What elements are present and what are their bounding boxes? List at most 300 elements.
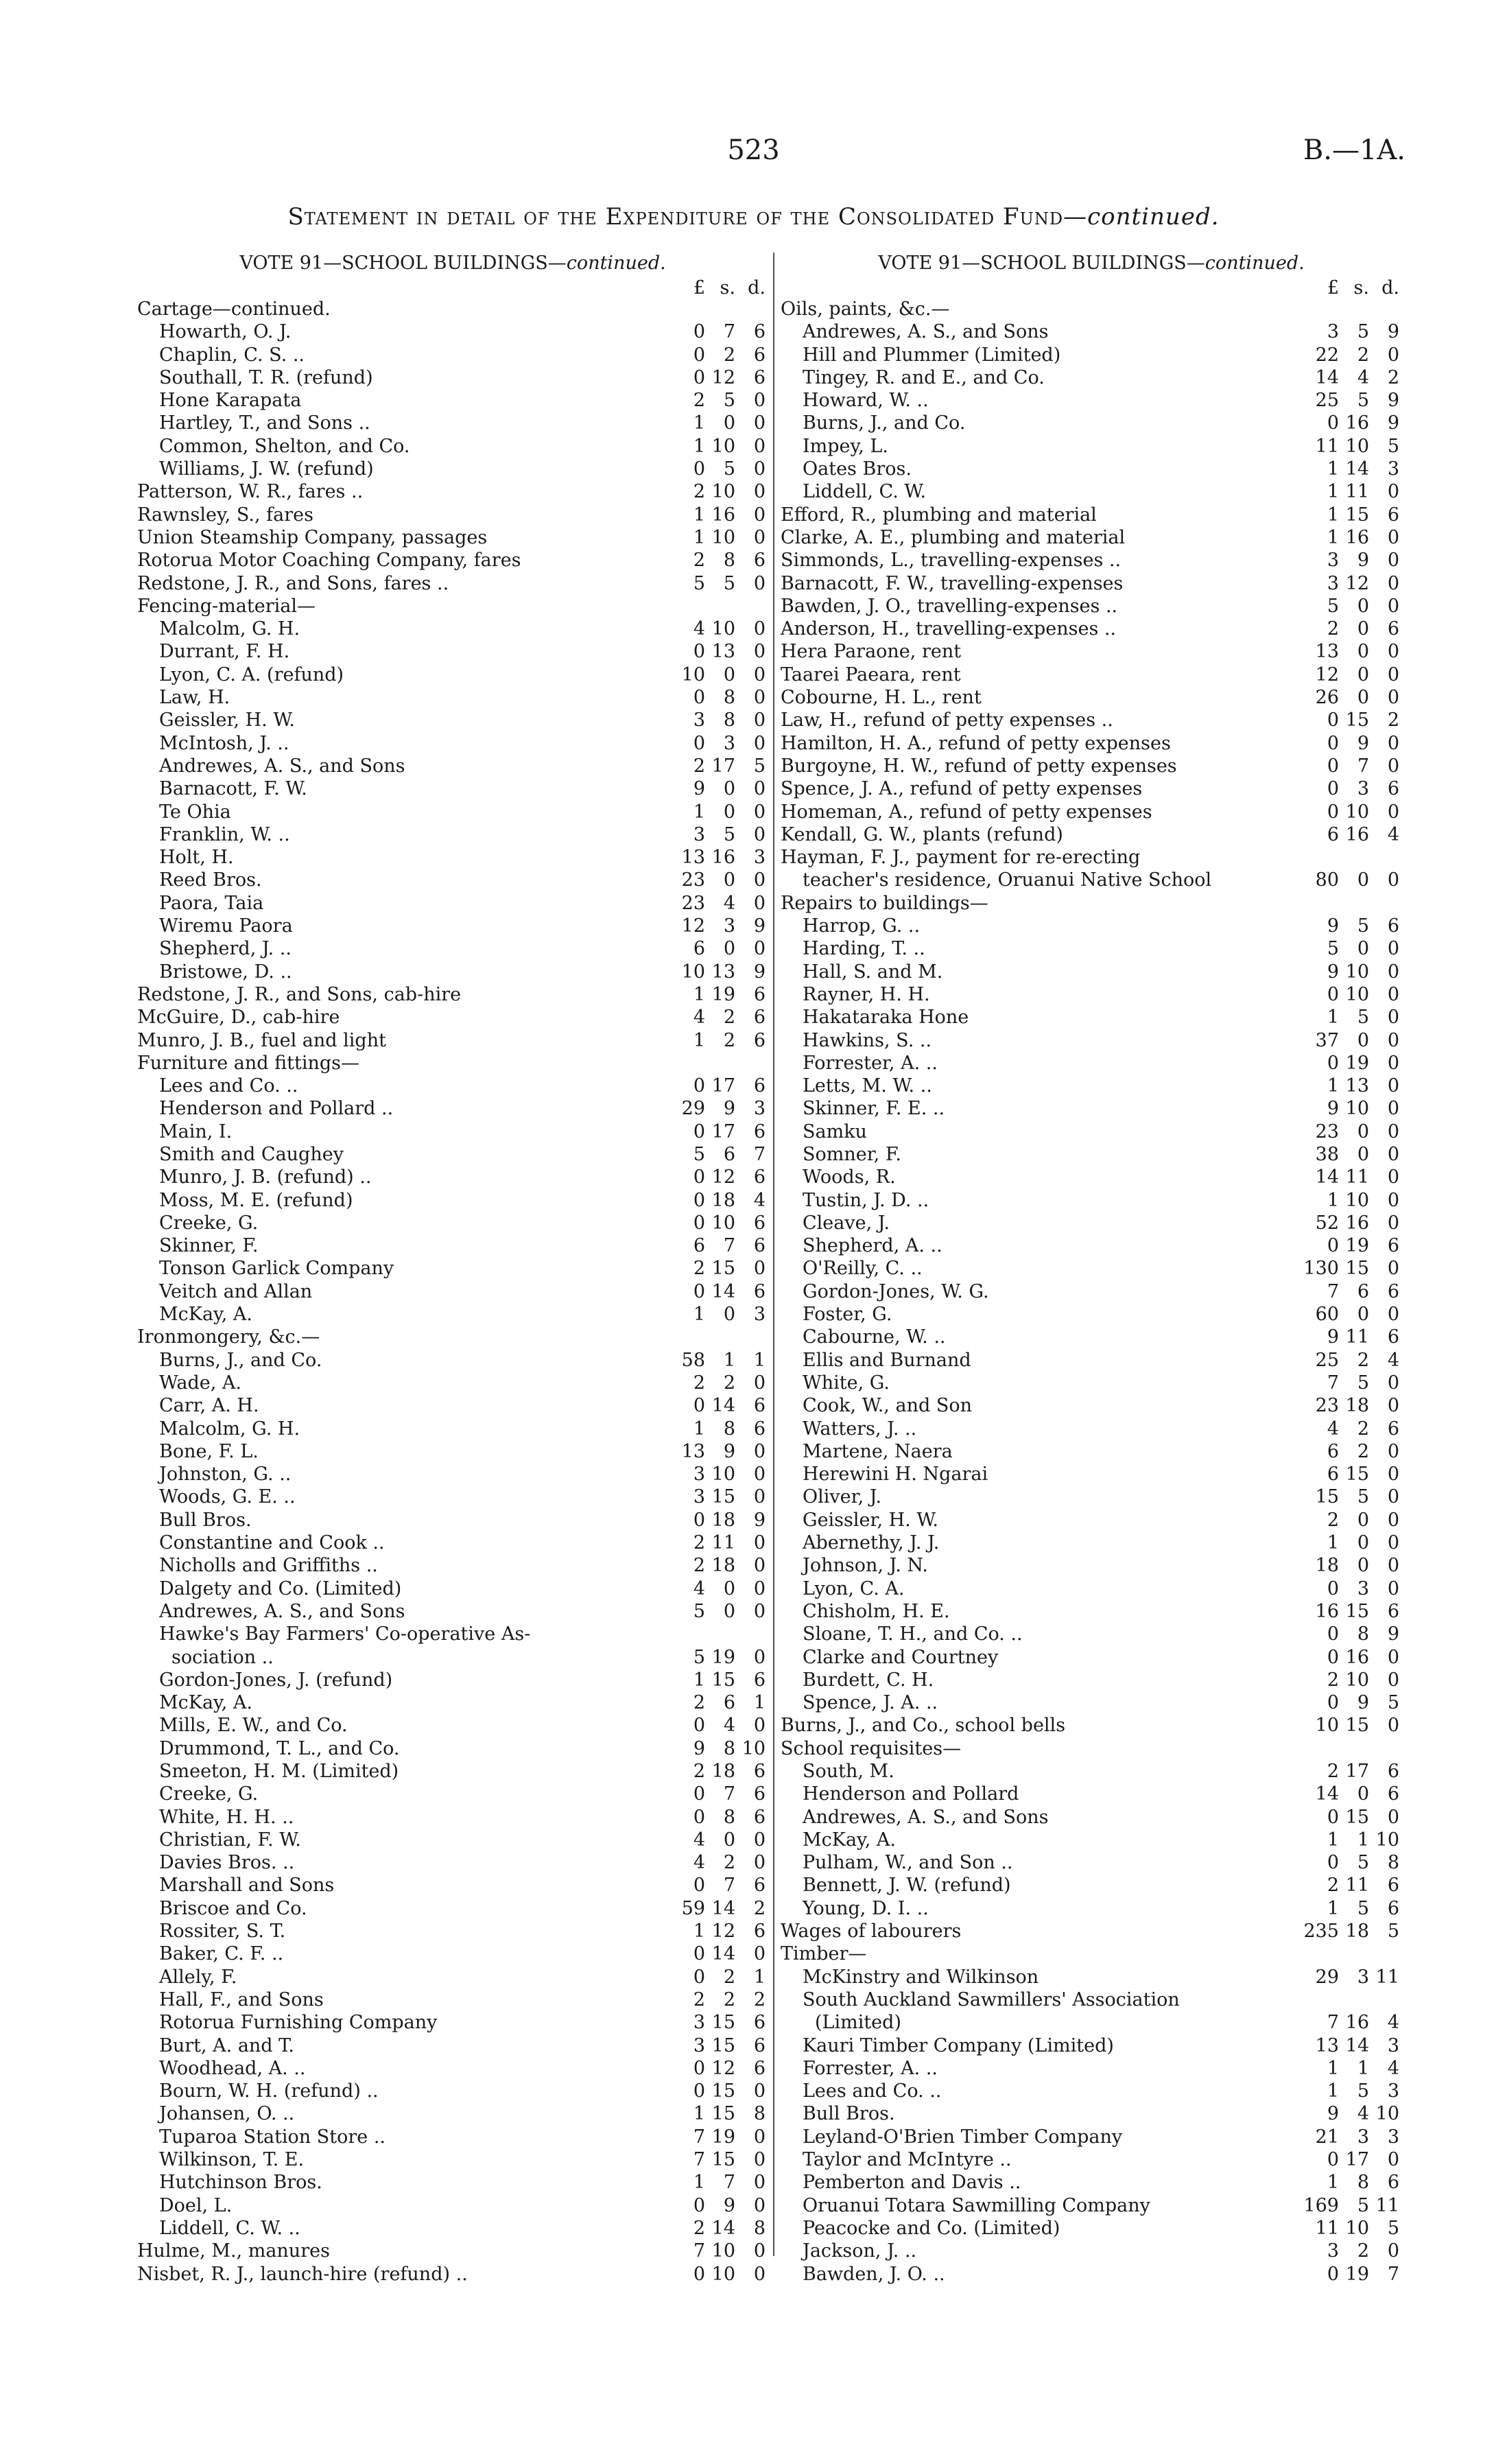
entry-pounds: 0 — [693, 1280, 705, 1302]
entry-pounds: 7 — [1327, 1280, 1339, 1302]
entry-pence: 0 — [753, 869, 766, 891]
entry-pence: 0 — [753, 1555, 766, 1577]
ledger-entry — [781, 458, 1402, 480]
entry-pounds: 1 — [693, 2103, 705, 2125]
entry-pence: 0 — [753, 390, 766, 412]
entry-shillings: 2 — [723, 1988, 735, 2010]
entry-pounds: 1 — [693, 1304, 705, 1326]
ledger-entry — [137, 1737, 768, 1760]
entry-shillings: 7 — [1357, 755, 1369, 777]
ledger-entry — [137, 1829, 768, 1851]
entry-name: Christian, F. W. — [159, 1829, 301, 1851]
entry-name: Wilkinson, T. E. — [159, 2149, 305, 2171]
entry-shillings: 18 — [711, 1509, 735, 1531]
entry-pence: 0 — [1387, 1075, 1399, 1097]
entry-name: Hera Paraone, rent — [781, 641, 962, 663]
entry-shillings: 10 — [1345, 801, 1369, 823]
ledger-entry — [781, 1234, 1402, 1257]
ledger-entry — [781, 572, 1402, 595]
entry-pounds: 3 — [1327, 550, 1339, 572]
entry-shillings: 10 — [1345, 1669, 1369, 1691]
ledger-entry — [781, 915, 1402, 937]
entry-pence: 4 — [1387, 823, 1399, 845]
entry-shillings: 19 — [711, 983, 735, 1005]
entry-pounds: 1 — [693, 1029, 705, 1051]
entry-pence: 0 — [1387, 1509, 1399, 1531]
entry-pence: 0 — [753, 2080, 766, 2102]
entry-pounds: 23 — [1315, 1120, 1339, 1142]
entry-pounds: 0 — [693, 2080, 705, 2102]
entry-shillings: 3 — [1357, 1577, 1369, 1599]
entry-name: Munro, J. B., fuel and light — [137, 1029, 386, 1051]
ledger-entry — [137, 1966, 768, 1988]
entry-pounds: 2 — [1327, 1509, 1339, 1531]
entry-pence: 0 — [1387, 481, 1399, 503]
entry-pence: 6 — [1387, 1418, 1399, 1440]
entry-name: Tustin, J. D. .. — [803, 1189, 929, 1211]
section-heading — [781, 892, 1402, 915]
entry-pence: 9 — [1387, 390, 1399, 412]
entry-shillings: 0 — [723, 1304, 735, 1326]
entry-pence: 0 — [753, 2194, 766, 2216]
entry-name: Hall, F., and Sons — [159, 1988, 324, 2010]
ledger-entry — [781, 2263, 1402, 2286]
entry-name: Spence, J. A., refund of petty expenses — [781, 778, 1143, 800]
entry-name: Smeeton, H. M. (Limited) — [159, 1761, 399, 1782]
entry-pounds: 5 — [693, 572, 705, 594]
entry-pounds: 9 — [1327, 1326, 1339, 1348]
ledger-entry — [781, 1897, 1402, 1920]
entry-pence: 9 — [753, 961, 766, 983]
entry-pence: 0 — [1387, 938, 1399, 960]
ledger-entry — [781, 1577, 1402, 1600]
entry-pounds: 0 — [693, 1875, 705, 1897]
entry-pounds: 0 — [693, 1189, 705, 1211]
entry-pounds: 9 — [1327, 961, 1339, 983]
entry-shillings: 7 — [723, 2172, 735, 2194]
entry-pence: 3 — [753, 1304, 766, 1326]
entry-pence: 0 — [1387, 1715, 1399, 1737]
entry-pounds: 1 — [693, 1921, 705, 1943]
entry-pounds: 1 — [693, 801, 705, 823]
entry-pounds: 38 — [1315, 1143, 1339, 1165]
right-vote-continued: continued. — [1205, 253, 1305, 274]
entry-pounds: 235 — [1303, 1921, 1339, 1943]
entry-pence: 0 — [1387, 732, 1399, 754]
entry-pounds: 25 — [1315, 1349, 1339, 1371]
ledger-entry — [781, 869, 1402, 891]
entry-pounds: 2 — [693, 481, 705, 503]
entry-shillings: 7 — [723, 321, 735, 343]
entry-pounds: 16 — [1315, 1600, 1339, 1622]
entry-pounds: 3 — [693, 2012, 705, 2034]
entry-name: Rayner, H. H. — [803, 983, 930, 1005]
ledger-entry — [781, 686, 1402, 709]
entry-shillings: 11 — [1345, 1875, 1369, 1897]
entry-name: McKay, A. — [159, 1692, 252, 1714]
entry-pence: 3 — [1387, 2034, 1399, 2056]
entry-pence: 0 — [753, 572, 766, 594]
entry-pounds: 5 — [693, 1600, 705, 1622]
entry-shillings: 6 — [1357, 1280, 1369, 1302]
column-divider — [773, 253, 774, 2256]
entry-pounds: 0 — [693, 1075, 705, 1097]
entry-pence: 1 — [753, 1692, 766, 1714]
entry-pounds: 0 — [1327, 412, 1339, 434]
entry-name: Creeke, G. — [159, 1783, 259, 1805]
entry-pence: 9 — [753, 1509, 766, 1531]
ledger-entry — [137, 640, 768, 663]
ledger-entry — [781, 2080, 1402, 2102]
entry-name: Pemberton and Davis .. — [803, 2172, 1021, 2194]
ledger-entry — [781, 1760, 1402, 1783]
entry-name: Barnacott, F. W., travelling-expenses — [781, 572, 1124, 594]
ledger-entry — [137, 1988, 768, 2011]
entry-pounds: 29 — [1315, 1966, 1339, 1988]
entry-pounds: 2 — [693, 1988, 705, 2010]
entry-name: Skinner, F. E. .. — [803, 1098, 945, 1120]
entry-pence: 1 — [753, 1966, 766, 1988]
entry-pence: 0 — [1387, 572, 1399, 594]
entry-name: South, M. — [803, 1761, 894, 1782]
ledger-entry — [137, 2217, 768, 2240]
ledger-entry — [781, 1874, 1402, 1897]
entry-pence: 6 — [1387, 1761, 1399, 1782]
ledger-entry — [781, 2194, 1402, 2217]
ledger-entry — [781, 1691, 1402, 1714]
entry-name: Franklin, W. .. — [159, 823, 290, 845]
entry-name: Liddell, C. W. — [803, 481, 927, 503]
entry-pence: 6 — [1387, 1280, 1399, 1302]
ledger-entry — [781, 2102, 1402, 2125]
entry-pence: 10 — [1375, 2103, 1399, 2125]
entry-shillings: 11 — [1345, 1166, 1369, 1188]
entry-pence: 6 — [1387, 778, 1399, 800]
entry-pence: 6 — [753, 1007, 766, 1029]
ledger-entry — [137, 2194, 768, 2217]
left-vote-title — [137, 248, 768, 279]
entry-pounds: 15 — [1315, 1486, 1339, 1508]
entry-pence: 0 — [1387, 1440, 1399, 1462]
entry-pounds: 9 — [693, 1737, 705, 1759]
ledger-entry — [781, 1303, 1402, 1326]
entry-pence: 0 — [1387, 1486, 1399, 1508]
entry-pounds: 0 — [1327, 1577, 1339, 1599]
entry-shillings: 14 — [1345, 458, 1369, 480]
entry-name: Cobourne, H. L., rent — [781, 687, 982, 709]
entry-pounds: 2 — [693, 390, 705, 412]
entry-pence: 0 — [753, 435, 766, 457]
ledger-entry — [137, 2148, 768, 2171]
entry-pence: 6 — [753, 1166, 766, 1188]
entry-pounds: 7 — [693, 2149, 705, 2171]
entry-name: Watters, J. .. — [803, 1418, 917, 1440]
entry-pence: 0 — [1387, 550, 1399, 572]
entry-pence: 0 — [753, 732, 766, 754]
entry-pounds: 0 — [1327, 2263, 1339, 2285]
entry-name: Rotorua Furnishing Company — [159, 2012, 438, 2034]
ledger-entry — [781, 1394, 1402, 1417]
entry-name: Woods, R. — [803, 1166, 896, 1188]
ledger-entry — [781, 344, 1402, 366]
entry-pence: 9 — [1387, 412, 1399, 434]
entry-name: School requisites— — [781, 1737, 962, 1759]
entry-shillings: 15 — [711, 2149, 735, 2171]
entry-pounds: 2 — [693, 1258, 705, 1280]
entry-name: (Limited) — [815, 2012, 901, 2034]
entry-name: Moss, M. E. (refund) — [159, 1189, 353, 1211]
ledger-entry — [781, 1257, 1402, 1280]
entry-name: Creeke, G. — [159, 1212, 259, 1234]
ledger-entry — [781, 1326, 1402, 1348]
ledger-entry — [137, 915, 768, 937]
ledger-entry — [137, 412, 768, 434]
entry-name: Bull Bros. — [159, 1509, 252, 1531]
entry-pounds: 169 — [1303, 2194, 1339, 2216]
right-column — [781, 248, 1402, 2286]
entry-pence: 10 — [1375, 1829, 1399, 1851]
pounds-header: £ — [693, 277, 705, 298]
entry-pounds: 3 — [693, 1464, 705, 1486]
entry-pence: 0 — [1387, 801, 1399, 823]
entry-shillings: 8 — [1357, 2172, 1369, 2194]
entry-shillings: 3 — [723, 915, 735, 937]
ledger-entry — [781, 1418, 1402, 1440]
pence-header: d. — [1381, 277, 1399, 298]
entry-pence: 0 — [1387, 1258, 1399, 1280]
entry-pence: 6 — [753, 1418, 766, 1440]
entry-pounds: 3 — [1327, 572, 1339, 594]
entry-shillings: 0 — [1357, 687, 1369, 709]
entry-name: Bawden, J. O., travelling-expenses .. — [781, 595, 1118, 617]
ledger-entry — [137, 480, 768, 503]
entry-shillings: 5 — [723, 458, 735, 480]
entry-pence: 0 — [753, 823, 766, 845]
entry-name: Spence, J. A. .. — [803, 1692, 938, 1714]
entry-shillings: 17 — [711, 1120, 735, 1142]
entry-pence: 6 — [1387, 504, 1399, 526]
entry-pence: 0 — [1387, 2149, 1399, 2171]
entry-shillings: 2 — [1357, 344, 1369, 366]
entry-pounds: 7 — [693, 2240, 705, 2262]
entry-name: Johansen, O. .. — [159, 2103, 295, 2125]
entry-name: Redstone, J. R., and Sons, fares .. — [137, 572, 449, 594]
entry-pounds: 13 — [681, 847, 705, 869]
entry-pounds: 1 — [693, 526, 705, 548]
entry-shillings: 0 — [723, 412, 735, 434]
entry-pence: 5 — [1387, 1692, 1399, 1714]
section-heading — [137, 595, 768, 618]
ledger-entry — [781, 961, 1402, 983]
entry-shillings: 9 — [723, 1098, 735, 1120]
entry-pounds: 3 — [1327, 321, 1339, 343]
entry-pounds: 0 — [1327, 709, 1339, 731]
entry-name: Marshall and Sons — [159, 1875, 335, 1897]
entry-pounds: 3 — [693, 709, 705, 731]
ledger-entry — [781, 1280, 1402, 1303]
entry-pence: 0 — [753, 1852, 766, 1874]
entry-shillings: 15 — [711, 1258, 735, 1280]
entry-name: Barnacott, F. W. — [159, 778, 307, 800]
entry-pence: 0 — [753, 2240, 766, 2262]
ledger-entry — [781, 1532, 1402, 1554]
entry-shillings: 18 — [711, 1555, 735, 1577]
entry-name: Smith and Caughey — [159, 1143, 344, 1165]
ledger-entry — [137, 1623, 768, 1645]
entry-shillings: 15 — [711, 2080, 735, 2102]
entry-name: Henderson and Pollard .. — [159, 1098, 394, 1120]
entry-pounds: 1 — [693, 435, 705, 457]
entry-name: teacher's residence, Oruanui Native School — [803, 869, 1212, 891]
ledger-entry — [137, 801, 768, 823]
entry-pence: 6 — [753, 983, 766, 1005]
entry-pounds: 2 — [1327, 1761, 1339, 1782]
entry-pounds: 0 — [1327, 801, 1339, 823]
entry-pounds: 0 — [693, 1715, 705, 1737]
entry-pounds: 21 — [1315, 2126, 1339, 2148]
entry-pence: 0 — [1387, 595, 1399, 617]
entry-name: Reed Bros. — [159, 869, 262, 891]
entry-shillings: 14 — [1345, 2034, 1369, 2056]
entry-shillings: 18 — [1345, 1921, 1369, 1943]
entry-pence: 6 — [753, 1280, 766, 1302]
ledger-entry — [137, 823, 768, 846]
entry-shillings: 6 — [723, 1692, 735, 1714]
entry-pounds: 1 — [1327, 1189, 1339, 1211]
entry-shillings: 8 — [723, 1806, 735, 1828]
entry-pence: 8 — [753, 2103, 766, 2125]
entry-pence: 1 — [753, 1349, 766, 1371]
ledger-entry — [137, 1075, 768, 1097]
ledger-entry — [781, 1623, 1402, 1645]
entry-name: Howard, W. .. — [803, 390, 929, 412]
ledger-entry — [137, 1143, 768, 1166]
entry-shillings: 12 — [1345, 572, 1369, 594]
entry-name: Carr, A. H. — [159, 1395, 259, 1417]
entry-name: Jackson, J. .. — [803, 2240, 917, 2262]
entry-name: Hamilton, H. A., refund of petty expenses — [781, 732, 1171, 754]
entry-pence: 0 — [753, 412, 766, 434]
ledger-entry — [137, 732, 768, 755]
entry-pence: 3 — [1387, 458, 1399, 480]
ledger-entry — [137, 1280, 768, 1303]
ledger-entry — [137, 2102, 768, 2125]
entry-shillings: 0 — [1357, 938, 1369, 960]
ledger-entry — [137, 366, 768, 389]
entry-name: McIntosh, J. .. — [159, 732, 289, 754]
entry-name: Forrester, A. .. — [803, 2057, 938, 2079]
ledger-entry — [137, 1920, 768, 1943]
ledger-entry — [137, 1189, 768, 1212]
entry-shillings: 2 — [1357, 1440, 1369, 1462]
entry-shillings: 13 — [1345, 1075, 1369, 1097]
ledger-entry — [137, 1646, 768, 1669]
ledger-entry — [137, 1212, 768, 1234]
ledger-entry — [781, 1349, 1402, 1372]
ledger-entry — [137, 389, 768, 412]
ledger-entry — [137, 1303, 768, 1326]
entry-pounds: 12 — [1315, 664, 1339, 685]
ledger-entry — [781, 526, 1402, 549]
ledger-entry — [781, 2217, 1402, 2240]
ledger-entry — [781, 1851, 1402, 1874]
entry-name: Bristowe, D. .. — [159, 961, 292, 983]
entry-shillings: 15 — [711, 2012, 735, 2034]
ledger-entry — [137, 2263, 768, 2286]
entry-name: Burgoyne, H. W., refund of petty expenses — [781, 755, 1177, 777]
ledger-entry — [781, 1212, 1402, 1234]
entry-pounds: 4 — [1327, 1418, 1339, 1440]
entry-pence: 0 — [753, 641, 766, 663]
entry-pounds: 6 — [1327, 1464, 1339, 1486]
entry-name: Taylor and McIntyre .. — [803, 2149, 1012, 2171]
entry-name: Main, I. — [159, 1120, 233, 1142]
ledger-entry — [137, 572, 768, 595]
entry-shillings: 13 — [711, 641, 735, 663]
entry-pence: 0 — [753, 1646, 766, 1668]
entry-pence: 0 — [753, 1372, 766, 1394]
entry-name: Young, D. I. .. — [803, 1897, 929, 1919]
entry-name: Wages of labourers — [781, 1921, 962, 1943]
entry-name: Nicholls and Griffiths .. — [159, 1555, 378, 1577]
entry-pence: 0 — [753, 1486, 766, 1508]
entry-name: Henderson and Pollard — [803, 1783, 1019, 1805]
entry-pence: 6 — [753, 1075, 766, 1097]
entry-shillings: 0 — [1357, 869, 1369, 891]
entry-name: Gordon-Jones, W. G. — [803, 1280, 989, 1302]
entry-pounds: 6 — [693, 1235, 705, 1257]
entry-pounds: 0 — [1327, 1692, 1339, 1714]
entry-pence: 6 — [753, 2057, 766, 2079]
entry-shillings: 0 — [1357, 1029, 1369, 1051]
ledger-entry — [137, 709, 768, 731]
entry-pounds: 11 — [1315, 2217, 1339, 2239]
entry-name: Wade, A. — [159, 1372, 242, 1394]
entry-name: McKay, A. — [159, 1304, 252, 1326]
entry-name: Leyland-O'Brien Timber Company — [803, 2126, 1123, 2148]
entry-pence: 6 — [753, 1212, 766, 1234]
entry-name: Oates Bros. — [803, 458, 912, 480]
entry-name: Liddell, C. W. .. — [159, 2217, 300, 2239]
entry-name: Holt, H. — [159, 847, 234, 869]
ledger-entry — [781, 937, 1402, 960]
section-heading — [781, 1737, 1402, 1760]
entry-shillings: 0 — [1357, 1143, 1369, 1165]
entry-pence: 7 — [753, 1143, 766, 1165]
entry-shillings: 16 — [1345, 1646, 1369, 1668]
entry-shillings: 2 — [1357, 1349, 1369, 1371]
ledger-entry — [781, 1509, 1402, 1532]
ledger-entry — [137, 1097, 768, 1120]
entry-name: Wiremu Paora — [159, 915, 293, 937]
entry-pounds: 4 — [693, 1829, 705, 1851]
ledger-entry — [137, 1257, 768, 1280]
entry-shillings: 11 — [1345, 481, 1369, 503]
entry-pence: 6 — [753, 1669, 766, 1691]
entry-name: Dalgety and Co. (Limited) — [159, 1577, 402, 1599]
entry-shillings: 5 — [1357, 1372, 1369, 1394]
ledger-entry — [781, 1463, 1402, 1486]
pounds-header: £ — [1327, 277, 1339, 298]
entry-pounds: 0 — [693, 2263, 705, 2285]
entry-name: Oils, paints, &c.— — [781, 298, 950, 320]
entry-shillings: 10 — [1345, 1098, 1369, 1120]
entry-pence: 0 — [1387, 983, 1399, 1005]
entry-name: Briscoe and Co. — [159, 1897, 307, 1919]
entry-pounds: 4 — [693, 618, 705, 640]
entry-shillings: 0 — [1357, 1555, 1369, 1577]
entry-shillings: 16 — [1345, 526, 1369, 548]
